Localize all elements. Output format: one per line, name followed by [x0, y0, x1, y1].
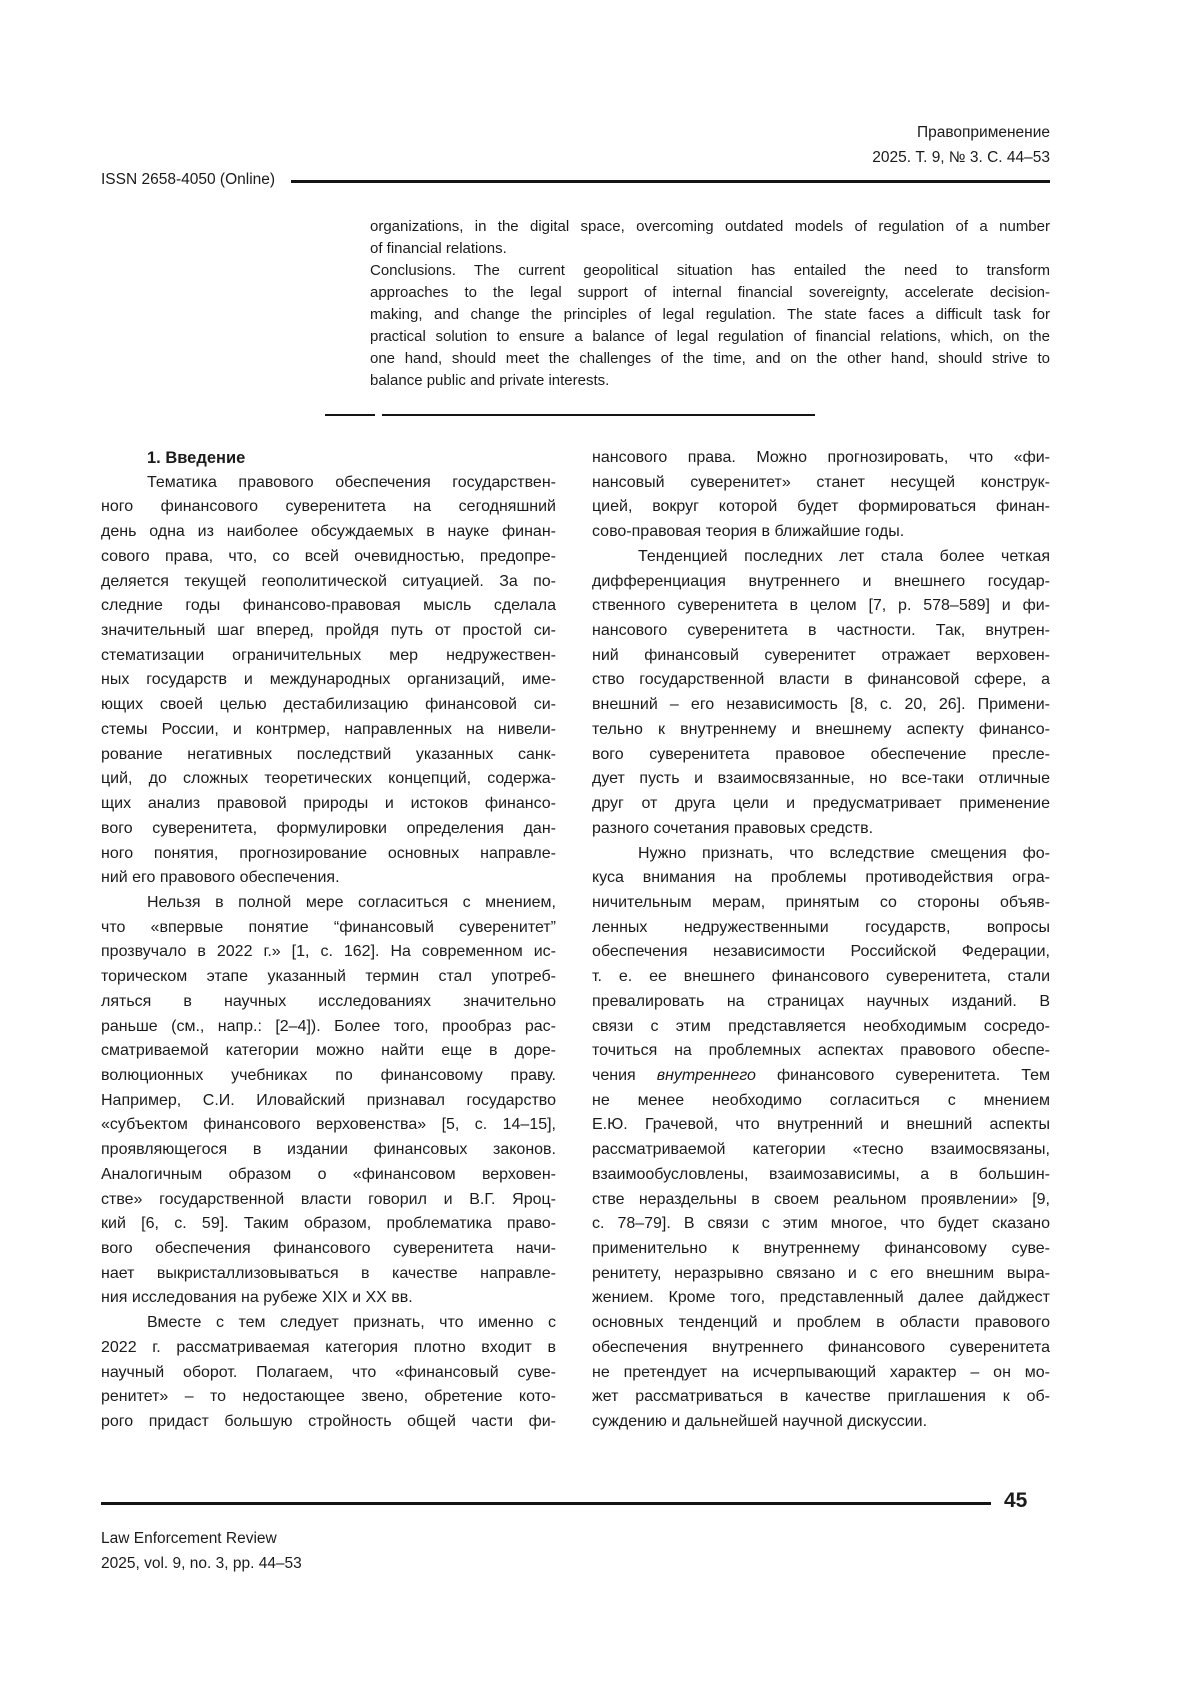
text-line: ющих своей целью дестабилизацию финансовой си- — [101, 696, 556, 714]
text-line: Нельзя в полной мере согласиться с мнением, — [147, 893, 556, 911]
body-column-left — [101, 446, 556, 1435]
text-line: кий [6, с. 59]. Таким образом, проблематика право- — [101, 1215, 556, 1233]
text-line: деляется текущей геополитической ситуацией. За по- — [101, 572, 556, 590]
text-line: ния исследования на рубеже XIX и XX вв. — [101, 1289, 413, 1307]
text-line: сово-правовая теория в ближайшие годы. — [592, 523, 905, 541]
journal-citation-en: 2025, vol. 9, no. 3, pp. 44–53 — [101, 1555, 302, 1572]
text-line: сматриваемой категории можно найти еще в доре- — [101, 1042, 556, 1060]
footer-journal-info — [101, 1526, 302, 1576]
body-column-right — [592, 446, 1050, 1435]
text-line: вого суверенитета, формулировки определения дан- — [101, 819, 556, 837]
text-line: Тенденцией последних лет стала более четкая — [638, 547, 1050, 565]
text-line: раньше (см., напр.: [2–4]). Более того, прообраз рас- — [101, 1017, 556, 1035]
text-line: practical solution to ensure a balance of legal regulation of financial relations, which, on the — [370, 328, 1050, 345]
text-line: куса внимания на проблемы противодействия огра- — [592, 869, 1050, 887]
text-line: жет рассматриваться в качестве приглашения к об- — [592, 1388, 1050, 1406]
text-line: organizations, in the digital space, overcoming outdated models of regulation of a number — [370, 218, 1050, 235]
text-line: Например, С.И. Иловайский признавал государство — [101, 1091, 556, 1109]
text-line: ний его правового обеспечения. — [101, 869, 340, 887]
text-line: жением. Кроме того, представленный далее дайджест — [592, 1289, 1050, 1307]
text-line: превалировать на страницах научных изданий. В — [592, 992, 1050, 1010]
text-line: суждению и дальнейшей научной дискуссии. — [592, 1413, 928, 1431]
text-line: ного финансового суверенитета на сегодняшний — [101, 498, 556, 516]
text-line: нансового права. Можно прогнозировать, что «фи- — [592, 449, 1050, 466]
text-line: ляться в научных исследованиях значительно — [101, 992, 556, 1010]
text-line: значительный шаг вперед, пройдя путь от простой си- — [101, 622, 556, 640]
text-line: ство государственной власти в финансовой сфере, а — [592, 671, 1050, 689]
text-line: 1. Введение — [147, 449, 246, 467]
text-line: ций, до сложных теоретических концепций, содержа- — [101, 770, 556, 788]
text-line: нансового суверенитета в частности. Так, внутрен- — [592, 622, 1050, 640]
text-line: взаимообусловлены, взаимозависимы, а в большин- — [592, 1165, 1050, 1183]
text-line: разного сочетания правовых средств. — [592, 819, 874, 837]
journal-title-ru: Правоприменение — [916, 124, 1050, 141]
text-line: торическом этапе указанный термин стал употреб- — [101, 968, 556, 986]
text-line: применительно к внутреннему финансовому суве- — [592, 1240, 1050, 1257]
text-line: прозвучало в 2022 г.» [1, с. 162]. На современном ис- — [101, 943, 556, 961]
page-number: 45 — [1004, 1489, 1028, 1512]
footer-rule — [101, 1502, 991, 1505]
text-line: научный оборот. Полагаем, что «финансовый суве- — [101, 1363, 556, 1381]
text-line: точиться на проблемных аспектах правового обеспе- — [592, 1042, 1050, 1060]
text-line: 2022 г. рассматриваемая категория плотно входит в — [101, 1338, 556, 1356]
text-line: обеспечения внутреннего финансового суверенитета — [592, 1338, 1050, 1356]
text-line: сового права, что, со всей очевидностью, предопре- — [101, 547, 556, 565]
text-line: стематизации ограничительных мер недружествен- — [101, 646, 556, 664]
text-line: of financial relations. — [370, 240, 507, 257]
text-line: вого суверенитета правовое обеспечение пресле- — [592, 745, 1050, 763]
text-line: щих анализ правовой природы и истоков финансо- — [101, 795, 556, 813]
text-line: Вместе с тем следует признать, что именно с — [147, 1314, 556, 1332]
text-line: следние годы финансово-правовая мысль сделала — [101, 597, 556, 615]
text-line: ленных недружественными государств, вопросы — [592, 918, 1050, 936]
text-line: ренитету, неразрывно связано и с его внешним выра- — [592, 1264, 1050, 1282]
journal-citation-ru: 2025. Т. 9, № 3. С. 44–53 — [872, 149, 1050, 166]
text-line: волюционных учебниках по финансовому праву. — [101, 1066, 556, 1084]
text-line: обеспечения независимости Российской Федерации, — [592, 943, 1050, 961]
text-line: стве нераздельны в своем реальном проявлении» [9, — [592, 1190, 1050, 1208]
text-line: balance public and private interests. — [370, 372, 610, 389]
text-line: внешний – его независимость [8, с. 20, 26]. Примени- — [592, 696, 1050, 714]
text-line: основных тенденций и проблем в области правового — [592, 1314, 1050, 1332]
text-line: не претендует на исчерпывающий характер – он мо- — [592, 1363, 1050, 1381]
header-journal-info — [872, 120, 1050, 170]
text-line: one hand, should meet the challenges of the time, and on the other hand, should strive to — [370, 350, 1050, 367]
text-segment: чения — [592, 1066, 657, 1084]
text-line: ного понятия, прогнозирование основных направле- — [101, 844, 556, 862]
text-line: дует пусть и взаимосвязанные, но все-таки отличные — [592, 770, 1050, 788]
text-line: Е.Ю. Грачевой, что внутренний и внешний аспекты — [592, 1116, 1050, 1134]
text-line: making, and change the principles of legal regulation. The state faces a difficult task for — [370, 306, 1050, 323]
text-line: связи с этим представляется необходимым сосредо- — [592, 1017, 1050, 1035]
text-line: вого обеспечения финансового суверенитета начи- — [101, 1240, 556, 1257]
text-line: approaches to the legal support of internal financial sovereignty, accelerate decision- — [370, 284, 1050, 301]
text-line: стемы России, и контрмер, направленных на нивели- — [101, 720, 556, 738]
text-line: ственного суверенитета в целом [7, p. 578–589] и фи- — [592, 597, 1050, 615]
text-line: рого придаст большую стройность общей части фи- — [101, 1413, 556, 1431]
abstract-block — [370, 216, 1050, 392]
text-line: друг от друга цели и предусматривает применение — [592, 795, 1050, 813]
text-line: ных государств и международных организаций, име- — [101, 671, 556, 689]
text-line: «субъектом финансового верховенства» [5, с. 14–15], — [101, 1116, 556, 1134]
text-line: ничительным мерам, принятым со стороны объяв- — [592, 893, 1050, 911]
text-line: стве» государственной власти говорил и В.Г. Яроц- — [101, 1190, 556, 1208]
text-line: т. е. ее внешнего финансового суверенитета, стали — [592, 968, 1050, 986]
text-line: проявляющегося в издании финансовых законов. — [101, 1141, 556, 1159]
text-line: нансовый суверенитет» станет несущей конструк- — [592, 473, 1050, 491]
text-line: тельно к внутреннему и внешнему аспекту финансо- — [592, 720, 1050, 738]
text-line: день одна из наиболее обсуждаемых в науке финан- — [101, 523, 556, 541]
text-line: с. 78–79]. В связи с этим многое, что будет сказано — [592, 1215, 1050, 1233]
text-line: рассматриваемой категории «тесно взаимосвязаны, — [592, 1141, 1050, 1159]
issn-label: ISSN 2658-4050 (Online) — [101, 171, 276, 188]
text-line: Нужно признать, что вследствие смещения фо- — [638, 844, 1050, 862]
emphasized-text: внутреннего — [656, 1066, 756, 1084]
text-line: нает выкристаллизовываться в качестве направле- — [101, 1264, 556, 1282]
text-line: рование негативных последствий указанных санк- — [101, 745, 556, 763]
text-segment: финансового суверенитета. Тем — [755, 1066, 1050, 1084]
text-line — [592, 1064, 1050, 1089]
section-divider — [382, 414, 815, 416]
section-divider — [325, 414, 375, 416]
text-line: Тематика правового обеспечения государствен- — [147, 473, 556, 491]
text-line: Аналогичным образом о «финансовом верховен- — [101, 1165, 556, 1183]
text-line: ренитет» – то недостающее звено, обретение кото- — [101, 1388, 556, 1406]
journal-title-en: Law Enforcement Review — [101, 1530, 277, 1547]
text-line: Conclusions. The current geopolitical situation has entailed the need to transform — [370, 262, 1050, 279]
text-line: ний финансовый суверенитет отражает верховен- — [592, 646, 1050, 664]
text-line: дифференциация внутреннего и внешнего государ- — [592, 572, 1050, 590]
text-line: цией, вокруг которой будет формироваться финан- — [592, 498, 1050, 516]
text-line: что «впервые понятие “финансовый суверенитет” — [101, 918, 556, 936]
text-line: не менее необходимо согласиться с мнением — [592, 1091, 1050, 1109]
header-rule — [291, 180, 1050, 183]
